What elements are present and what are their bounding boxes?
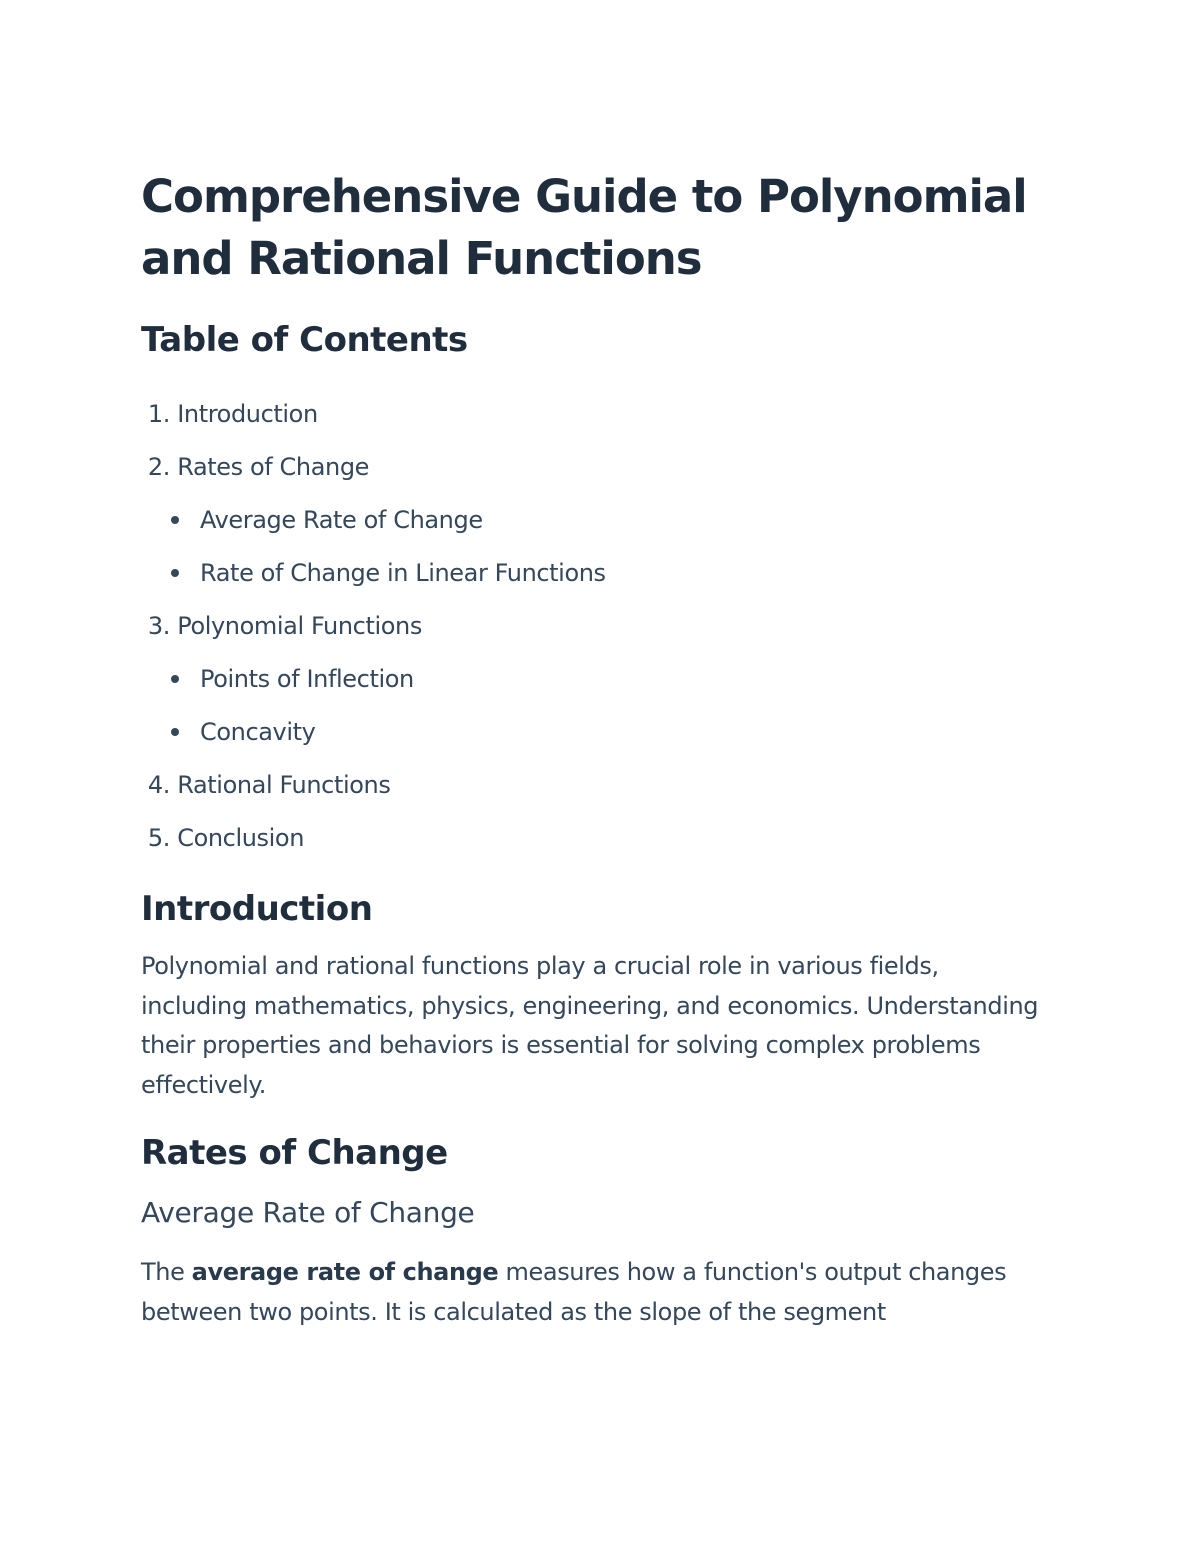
bold-term: average rate of change: [191, 1258, 499, 1286]
toc-item-label: Rates of Change: [177, 453, 370, 481]
average-rate-paragraph: [141, 1253, 1041, 1332]
document-page: [141, 166, 1041, 1332]
toc-subitem-average-rate[interactable]: [171, 494, 1041, 547]
toc-item-number: 1.: [147, 400, 170, 428]
toc-subitem-label: Average Rate of Change: [200, 506, 483, 534]
toc-sublist: [141, 494, 1041, 600]
introduction-heading: Introduction: [141, 889, 373, 929]
toc-item-introduction[interactable]: [141, 388, 1041, 441]
toc-subitem-label: Points of Inflection: [200, 665, 414, 693]
toc-item-label: Introduction: [177, 400, 318, 428]
rates-of-change-heading: Rates of Change: [141, 1133, 448, 1173]
bullet-icon: [171, 728, 179, 736]
toc-sublist: [141, 653, 1041, 759]
toc-item-number: 4.: [147, 771, 170, 799]
toc-item-conclusion[interactable]: [141, 812, 1041, 865]
toc-item-label: Conclusion: [177, 824, 305, 852]
toc-heading: Table of Contents: [141, 320, 468, 360]
toc-subitem-wrapper: [141, 494, 1041, 600]
toc-subitem-label: Concavity: [200, 718, 316, 746]
average-rate-heading: Average Rate of Change: [141, 1196, 475, 1229]
paragraph-text-start: The: [141, 1258, 192, 1286]
toc-item-label: Rational Functions: [177, 771, 391, 799]
toc-item-number: 3.: [147, 612, 170, 640]
bullet-icon: [171, 516, 179, 524]
toc-item-rational-functions[interactable]: [141, 759, 1041, 812]
document-title: Comprehensive Guide to Polynomial and Rational Functions: [141, 170, 1027, 285]
toc-subitem-wrapper: [141, 653, 1041, 759]
toc-item-rates-of-change[interactable]: [141, 441, 1041, 494]
toc-subitem-linear-rate[interactable]: [171, 547, 1041, 600]
table-of-contents: [141, 388, 1041, 865]
toc-subitem-concavity[interactable]: [171, 706, 1041, 759]
introduction-paragraph: Polynomial and rational functions play a crucial role in various fields, including mathematics, physics, engineering, and economics. Understanding their properties and behaviors is essential for solving complex problems effectively.: [141, 952, 1039, 1099]
toc-subitem-label: Rate of Change in Linear Functions: [200, 559, 606, 587]
toc-subitem-points-of-inflection[interactable]: [171, 653, 1041, 706]
toc-item-number: 5.: [147, 824, 170, 852]
paragraph-text-end: measures how a function's output changes between two points. It is calculated as the slope of the segment: [141, 1258, 1007, 1326]
toc-item-number: 2.: [147, 453, 170, 481]
toc-item-polynomial-functions[interactable]: [141, 600, 1041, 653]
bullet-icon: [171, 675, 179, 683]
bullet-icon: [171, 569, 179, 577]
toc-item-label: Polynomial Functions: [177, 612, 422, 640]
